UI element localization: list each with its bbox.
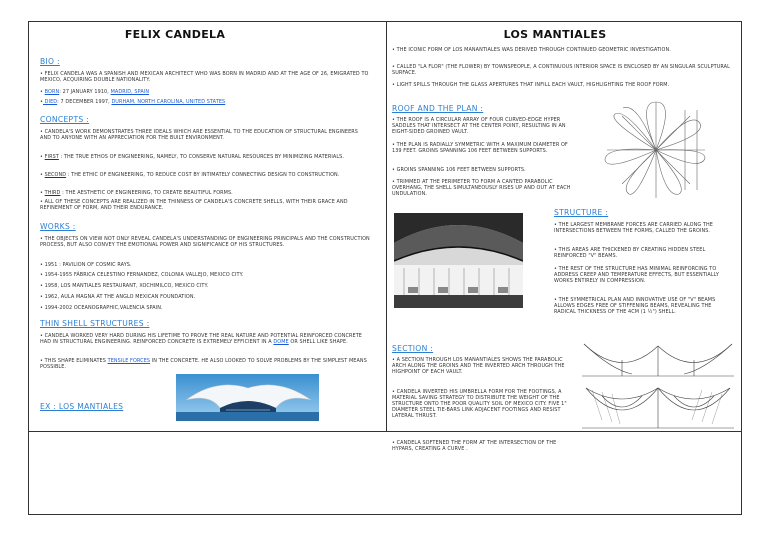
section-drawing <box>582 340 734 432</box>
felix-candela-title: FELIX CANDELA <box>124 28 226 41</box>
intro-text: • CALLED "LA FLOR" (THE FLOWER) BY TOWNSPEOPLE, A CONTINUOUS INTERIOR SPACE IS ENCLOSED BY AN SINGULAR SCULPTURAL SURFACE. <box>392 64 730 77</box>
column-divider <box>386 21 387 431</box>
roof-text: • GROINS SPANNING 106 FEET BETWEEN SUPPORTS. <box>392 167 526 173</box>
concept-first: • FIRST : THE TRUE ETHOS OF ENGINEERING, NAMELY, TO CONSERVE NATURAL RESOURCES BY MINIMIZING MATERIALS. <box>40 154 345 160</box>
thin-shell-text-1: • CANDELA WORKED VERY HARD DURING HIS LIFETIME TO PROVE THE REAL NATURE AND POTENTIAL REINFORCED CONCRETE HAD IN STRUCTURAL ENGINEERING. REINFORCED CONCRETE IS EXTREMELY EFFICIENT IN A DOME OR SHELL LIKE SHAPE. <box>40 333 362 346</box>
roof-text: • THE PLAN IS RADIALLY SYMMETRIC WITH A MAXIMUM DIAMETER OF 139 FEET. GROINS SPANNING 106 FEET BETWEEN SUPPORTS. <box>392 142 568 155</box>
madrid-link[interactable]: MADRID, SPAIN <box>110 89 150 95</box>
roof-text: • TRIMMED AT THE PERIMETER TO FORM A CANTED PARABOLIC OVERHANG, THE SHELL SIMULTANEOUSLY RISES UP AND OUT AT EACH UNDULATION. <box>392 179 571 198</box>
concepts-intro: • CANDELA'S WORK DEMONSTRATES THREE IDEALS WHICH ARE ESSENTIAL TO THE EDUCATION OF STRUCTURAL ENGINEERS AND TO ANYONE WITH AN APPRECIATION FOR THE BUILT ENVIRONMENT. <box>40 129 358 142</box>
section-text: • A SECTION THROUGH LOS MANANTIALES SHOWS THE PARABOLIC ARCH ALONG THE GROINS AND THE INVERTED ARCH THROUGH THE HIGHPOINT OF EACH VAULT. <box>392 357 565 376</box>
roof-plan-drawing <box>577 100 735 200</box>
concepts-summary: • ALL OF THESE CONCEPTS ARE REALIZED IN THE THINNESS OF CANDELA'S CONCRETE SHELLS, WITH THEIR GRACE AND REFINEMENT OF FORM, AND THEIR ENDURANCE. <box>40 199 348 212</box>
bio-heading: BIO : <box>40 57 60 66</box>
died-line: • DIED: 7 DECEMBER 1997, DURHAM, NORTH CAROLINA, UNITED STATES <box>40 99 226 105</box>
oceanographic-photo <box>176 374 319 421</box>
structure-text: • THIS AREAS ARE THICKENED BY CREATING HIDDEN STEEL REINFORCED "V" BEAMS. <box>554 247 706 260</box>
works-item: • 1954-1955 FÁBRICA CELESTINO FERNANDEZ, COLONIA VALLEJO, MEXICO CITY. <box>40 272 244 278</box>
section-text: • CANDELA INVERTED HIS UMBRELLA FORM FOR THE FOOTINGS, A MATERIAL SAVING STRATEGY TO DISTRIBUTE THE WEIGHT OF THE STRUCTURE ONTO THE POOR QUALITY SOIL OF MEXICO CITY. FIVE 1" DIAMETER STEEL TIE-BARS LINK ADJACENT FOOTINGS AND RESIST LATERAL THRUST. <box>392 389 567 420</box>
works-item: • 1994-2002 OCEANOGRAPHIC,VALENCIA SPAIN. <box>40 305 163 311</box>
example-heading: EX : LOS MANTIALES <box>40 402 124 411</box>
roof-text: • THE ROOF IS A CIRCULAR ARRAY OF FOUR CURVED-EDGE HYPER SADDLES THAT INTERSECT AT THE CENTER POINT, RESULTING IN AN EIGHT-SIDED GROINED VAULT. <box>392 117 566 136</box>
thin-shell-heading: THIN SHELL STRUCTURES : <box>40 319 150 328</box>
intro-text: • LIGHT SPILLS THROUGH THE GLASS APERTURES THAT INFILL EACH VAULT, HIGHLIGHTING THE ROOF FORM. <box>392 82 670 88</box>
works-intro: • THE OBJECTS ON VIEW NOT ONLY REVEAL CANDELA'S UNDERSTANDING OF ENGINEERING PRINCIPALS AND THE CONSTRUCTION PROCESS, BUT ALSO CONVEY THE EMOTIONAL POWER AND SIGNIFICANCE OF HIS STRUCTURES. <box>40 236 370 249</box>
section-text: • CANDELA SOFTENED THE FORM AT THE INTERSECTION OF THE HYPARS, CREATING A CURVE . <box>392 440 557 453</box>
los-mantiales-title: LOS MANTIALES <box>503 28 607 41</box>
durham-link[interactable]: DURHAM, NORTH CAROLINA, UNITED STATES <box>111 99 226 105</box>
tensile-forces-link[interactable]: TENSILE FORCES <box>107 358 151 364</box>
structure-text: • THE REST OF THE STRUCTURE HAS MINIMAL REINFORCING TO ADDRESS CREEP AND TEMPERATURE EFFECTS, BUT ESSENTIALLY WORKS ENTIRELY IN COMPRESSION. <box>554 266 719 285</box>
died-link[interactable]: DIED <box>43 99 58 105</box>
concept-second: • SECOND : THE ETHIC OF ENGINEERING, TO REDUCE COST BY INTIMATELY CONNECTING DESIGN TO CONSTRUCTION. <box>40 172 340 178</box>
structure-text: • THE LARGEST MEMBRANE FORCES ARE CARRIED ALONG THE INTERSECTIONS BETWEEN THE FORMS, CALLED THE GROINS. <box>554 222 713 235</box>
born-link[interactable]: BORN <box>44 89 60 95</box>
structure-text: • THE SYMMETRICAL PLAN AND INNOVATIVE USE OF "V" BEAMS ALLOWS EDGES FREE OF STIFFENING BEAMS, REVEALING THE RADICAL THICKNESS OF THE 4CM (1 ½") SHELL. <box>554 297 716 316</box>
section-heading: SECTION : <box>392 344 434 353</box>
thin-shell-text-2: • THIS SHAPE ELIMINATES TENSILE FORCES IN THE CONCRETE. HE ALSO LOOKED TO SOLVE PROBLEMS BY THE SIMPLEST MEANS POSSIBLE. <box>40 358 367 371</box>
born-line: • BORN: 27 JANUARY 1910, MADRID, SPAIN <box>40 89 150 95</box>
interior-photo <box>394 213 523 308</box>
intro-text: • THE ICONIC FORM OF LOS MANANTIALES WAS DERIVED THROUGH CONTINUED GEOMETRIC INVESTIGATION. <box>392 47 671 53</box>
works-item: • 1958, LOS MANTIALES RESTAURANT, XOCHIMILCO, MEXICO CITY. <box>40 283 209 289</box>
works-heading: WORKS : <box>40 222 76 231</box>
concept-third: • THIRD : THE AESTHETIC OF ENGINEERING, TO CREATE BEAUTIFUL FORMS. <box>40 190 233 196</box>
dome-link[interactable]: DOME <box>273 339 289 346</box>
roof-plan-heading: ROOF AND THE PLAN : <box>392 104 484 113</box>
works-item: • 1951 : PAVILION OF COSMIC RAYS. <box>40 262 132 268</box>
works-item: • 1962, AULA MAGNA AT THE ANGLO MEXICAN FOUNDATION. <box>40 294 196 300</box>
structure-heading: STRUCTURE : <box>554 208 609 217</box>
concepts-heading: CONCEPTS : <box>40 115 90 124</box>
bio-text: • FELIX CANDELA WAS A SPANISH AND MEXICAN ARCHITECT WHO WAS BORN IN MADRID AND AT THE AGE OF 26, EMIGRATED TO MEXICO, ACQUIRING DOUBLE NATIONALITY. <box>40 71 369 84</box>
